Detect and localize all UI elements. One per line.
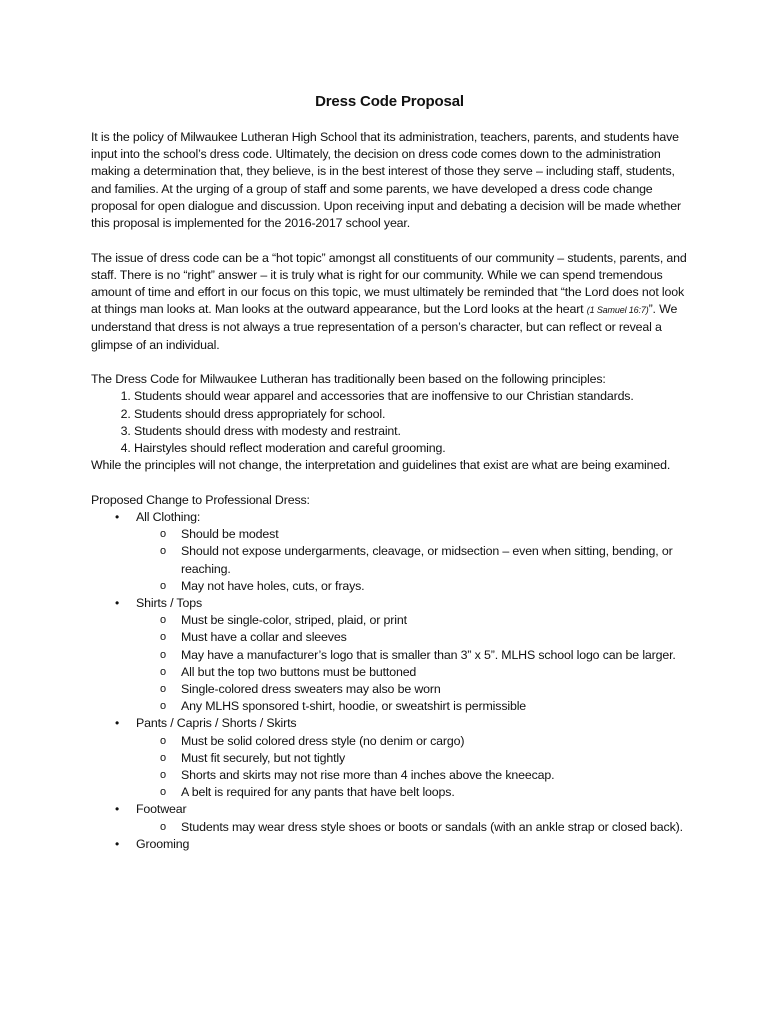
bullet-icon: • xyxy=(115,716,120,731)
scripture-citation: (1 Samuel 16:7) xyxy=(586,305,649,316)
circle-bullet-icon: o xyxy=(160,734,166,747)
circle-bullet-icon: o xyxy=(160,751,166,764)
rule-item xyxy=(136,526,688,543)
rule-item xyxy=(136,767,688,784)
rule-text: All but the top two buttons must be buttoned xyxy=(181,664,417,679)
principles-list xyxy=(91,388,688,457)
rule-text: Should be modest xyxy=(181,527,279,542)
rule-text: Any MLHS sponsored t-shirt, hoodie, or sweatshirt is permissible xyxy=(181,699,527,714)
category-all-clothing xyxy=(91,509,688,595)
rule-list xyxy=(136,526,688,595)
principles-intro: The Dress Code for Milwaukee Lutheran has traditionally been based on the following principles: xyxy=(91,372,606,387)
rule-item xyxy=(136,612,688,629)
principle-item: 4. Hairstyles should reflect moderation and careful grooming. xyxy=(134,440,688,457)
principle-item: 2. Students should dress appropriately for school. xyxy=(134,406,688,423)
circle-bullet-icon: o xyxy=(160,700,166,713)
circle-bullet-icon: o xyxy=(160,545,166,558)
circle-bullet-icon: o xyxy=(160,579,166,592)
hot-topic-text-end: ”. We understand that dress is not always a true representation of a person’s character, but can reflect or reveal a glimpse of an individual. xyxy=(91,302,678,352)
category-list xyxy=(91,509,688,853)
circle-bullet-icon: o xyxy=(160,648,166,661)
rule-text: May not have holes, cuts, or frays. xyxy=(181,578,365,593)
bullet-icon: • xyxy=(115,510,120,525)
rule-text: Must be solid colored dress style (no denim or cargo) xyxy=(181,733,465,748)
category-label: All Clothing: xyxy=(136,510,201,525)
rule-list xyxy=(136,819,688,836)
rule-text: Shorts and skirts may not rise more than 4 inches above the kneecap. xyxy=(181,768,555,783)
rule-item xyxy=(136,819,688,836)
rule-text: A belt is required for any pants that have belt loops. xyxy=(181,785,455,800)
hot-topic-paragraph xyxy=(91,250,688,354)
rule-list xyxy=(136,733,688,802)
proposed-change-heading: Proposed Change to Professional Dress: xyxy=(91,492,310,507)
category-label: Pants / Capris / Shorts / Skirts xyxy=(136,716,297,731)
rule-item xyxy=(136,647,688,664)
hot-topic-text: The issue of dress code can be a “hot topic” amongst all constituents of our community – students, parents, and staff. There is no “right” answer – it is truly what is right for our community. While we can spend tremendous amount of time and effort in our focus on this topic, we must ultimately be reminded that “the Lord does not look at things man looks at. Man looks at the outward appearance, but the Lord looks at the heart xyxy=(91,250,687,317)
rule-item xyxy=(136,664,688,681)
rule-text: Should not expose undergarments, cleavage, or midsection – even when sitting, bending, or reaching. xyxy=(181,544,673,576)
rule-text: Must have a collar and sleeves xyxy=(181,630,347,645)
bullet-icon: • xyxy=(115,596,120,611)
circle-bullet-icon: o xyxy=(160,631,166,644)
rule-item xyxy=(136,681,688,698)
rule-text: Must be single-color, striped, plaid, or print xyxy=(181,613,407,628)
rule-text: May have a manufacturer’s logo that is smaller than 3” x 5”. MLHS school logo can be larger. xyxy=(181,647,676,662)
category-label: Footwear xyxy=(136,802,187,817)
category-label: Grooming xyxy=(136,836,190,851)
bullet-icon: • xyxy=(115,802,120,817)
principle-item: 1. Students should wear apparel and accessories that are inoffensive to our Christian standards. xyxy=(134,388,688,405)
circle-bullet-icon: o xyxy=(160,769,166,782)
rule-item xyxy=(136,733,688,750)
circle-bullet-icon: o xyxy=(160,683,166,696)
rule-item xyxy=(136,750,688,767)
principle-item: 3. Students should dress with modesty and restraint. xyxy=(134,423,688,440)
rule-item xyxy=(136,784,688,801)
principles-closing: While the principles will not change, the interpretation and guidelines that exist are what are being examined. xyxy=(91,458,671,473)
bullet-icon: • xyxy=(115,836,120,851)
category-footwear xyxy=(91,801,688,835)
circle-bullet-icon: o xyxy=(160,528,166,541)
category-pants-capris-shorts-skirts xyxy=(91,715,688,801)
circle-bullet-icon: o xyxy=(160,665,166,678)
circle-bullet-icon: o xyxy=(160,820,166,833)
rule-text: Students may wear dress style shoes or boots or sandals (with an ankle strap or closed back). xyxy=(181,819,683,834)
category-label: Shirts / Tops xyxy=(136,596,202,611)
intro-paragraph: It is the policy of Milwaukee Lutheran High School that its administration, teachers, parents, and students have input into the school’s dress code. Ultimately, the decision on dress code comes down to the administration making a determination that, they believe, is in the best interest of those they serve – including staff, students, and families. At the urging of a group of staff and some parents, we have developed a dress code change proposal for open dialogue and discussion. Upon receiving input and debating a decision will be made whether this proposal is implemented for the 2016-2017 school year. xyxy=(91,130,681,231)
circle-bullet-icon: o xyxy=(160,786,166,799)
rule-text: Must fit securely, but not tightly xyxy=(181,750,346,765)
circle-bullet-icon: o xyxy=(160,614,166,627)
rule-item xyxy=(136,543,688,577)
rule-item xyxy=(136,578,688,595)
rule-text: Single-colored dress sweaters may also be worn xyxy=(181,682,441,697)
rule-list xyxy=(136,612,688,715)
category-shirts-tops xyxy=(91,595,688,715)
rule-item xyxy=(136,698,688,715)
category-grooming xyxy=(91,836,688,853)
rule-item xyxy=(136,629,688,646)
document-title: Dress Code Proposal xyxy=(315,93,464,110)
